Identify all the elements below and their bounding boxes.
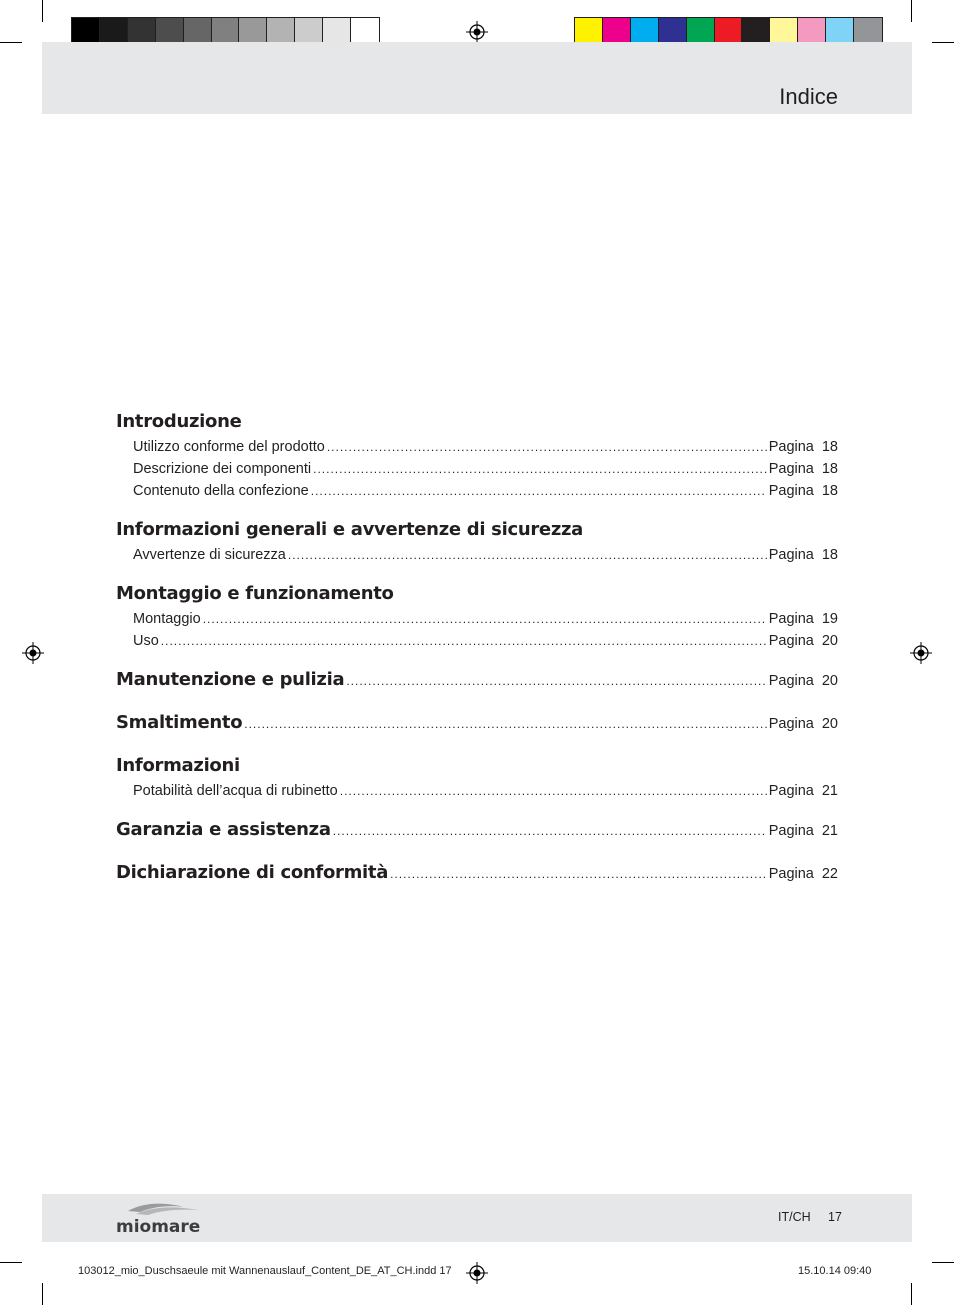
page-number: 22 bbox=[821, 866, 838, 882]
toc-entry[interactable] bbox=[116, 709, 838, 738]
slug-filename: 103012_mio_Duschsaeule mit Wannenauslauf_Content_DE_AT_CH.indd 17 bbox=[78, 1265, 452, 1277]
toc-section-title: Manutenzione e pulizia bbox=[116, 669, 345, 690]
page-word: Pagina bbox=[768, 716, 814, 732]
toc-section-title: Garanzia e assistenza bbox=[116, 819, 331, 840]
page-word: Pagina bbox=[768, 823, 814, 839]
table-of-contents bbox=[116, 408, 838, 902]
toc-section-title: Montaggio e funzionamento bbox=[116, 583, 394, 604]
toc-section-title: Informazioni bbox=[116, 755, 240, 776]
toc-entry[interactable] bbox=[116, 666, 838, 695]
page-word: Pagina bbox=[768, 439, 814, 455]
page-title: Indice bbox=[779, 84, 838, 109]
toc-entry-label: Uso bbox=[133, 633, 159, 649]
toc-entry[interactable] bbox=[116, 816, 838, 845]
page-word: Pagina bbox=[768, 483, 814, 499]
dot-leader bbox=[244, 710, 766, 738]
color-swatch bbox=[351, 18, 379, 44]
crop-mark bbox=[932, 42, 954, 43]
page-number: 20 bbox=[821, 633, 838, 649]
crop-mark bbox=[0, 1262, 22, 1263]
toc-entry[interactable] bbox=[116, 859, 838, 888]
page-number: 18 bbox=[821, 483, 838, 499]
toc-section-title: Introduzione bbox=[116, 411, 242, 432]
crop-mark bbox=[911, 0, 912, 22]
toc-page-ref bbox=[769, 860, 838, 888]
toc-entry-label: Avvertenze di sicurezza bbox=[133, 547, 286, 563]
toc-entry[interactable] bbox=[116, 544, 838, 566]
dot-leader bbox=[161, 630, 767, 652]
dot-leader bbox=[390, 860, 767, 888]
page-number: 19 bbox=[821, 611, 838, 627]
toc-entry-label: Potabilità dell’acqua di rubinetto bbox=[133, 783, 338, 799]
toc-entry-label: Utilizzo conforme del prodotto bbox=[133, 439, 325, 455]
slug-date: 15.10.14 09:40 bbox=[798, 1265, 872, 1277]
page-word: Pagina bbox=[768, 673, 814, 689]
toc-entry[interactable] bbox=[116, 608, 838, 630]
footer-language: IT/CH bbox=[778, 1210, 811, 1224]
color-swatch bbox=[631, 18, 659, 44]
color-swatch bbox=[715, 18, 743, 44]
toc-section bbox=[116, 859, 838, 888]
toc-page-ref bbox=[769, 608, 838, 630]
toc-section bbox=[116, 666, 838, 695]
brand-text: miomare bbox=[116, 1217, 201, 1236]
color-swatch bbox=[100, 18, 128, 44]
toc-section bbox=[116, 709, 838, 738]
color-swatch bbox=[184, 18, 212, 44]
page-number: 20 bbox=[821, 716, 838, 732]
dot-leader bbox=[288, 544, 767, 566]
dot-leader bbox=[327, 436, 767, 458]
color-swatch bbox=[156, 18, 184, 44]
page-number: 18 bbox=[821, 439, 838, 455]
color-swatch bbox=[323, 18, 351, 44]
toc-entry[interactable] bbox=[116, 630, 838, 652]
registration-mark-icon bbox=[466, 1262, 488, 1284]
color-swatch bbox=[603, 18, 631, 44]
crop-mark bbox=[42, 1283, 43, 1305]
toc-page-ref bbox=[769, 667, 838, 695]
page-word: Pagina bbox=[768, 866, 814, 882]
crop-mark bbox=[911, 1283, 912, 1305]
registration-mark-icon bbox=[466, 21, 488, 43]
page-word: Pagina bbox=[768, 783, 814, 799]
toc-section-title: Informazioni generali e avvertenze di sicurezza bbox=[116, 519, 584, 540]
page-word: Pagina bbox=[768, 547, 814, 563]
page-word: Pagina bbox=[768, 611, 814, 627]
toc-entry[interactable] bbox=[116, 480, 838, 502]
toc-section-title: Smaltimento bbox=[116, 712, 243, 733]
toc-entry-label: Descrizione dei componenti bbox=[133, 461, 312, 477]
color-swatch bbox=[267, 18, 295, 44]
crop-mark bbox=[42, 0, 43, 22]
color-swatch bbox=[854, 18, 882, 44]
toc-section bbox=[116, 752, 838, 802]
page-number: 21 bbox=[821, 783, 838, 799]
color-swatch bbox=[798, 18, 826, 44]
toc-entry[interactable] bbox=[116, 780, 838, 802]
page-number: 20 bbox=[821, 673, 838, 689]
gray-color-bar bbox=[71, 17, 380, 45]
toc-page-ref bbox=[769, 710, 838, 738]
toc-page-ref bbox=[769, 630, 838, 652]
page-word: Pagina bbox=[768, 633, 814, 649]
toc-page-ref bbox=[769, 458, 838, 480]
toc-section bbox=[116, 580, 838, 652]
dot-leader bbox=[203, 608, 767, 630]
page-number: 21 bbox=[821, 823, 838, 839]
color-swatch bbox=[575, 18, 603, 44]
toc-entry-label: Contenuto della confezione bbox=[133, 483, 309, 499]
miomare-logo bbox=[114, 1200, 210, 1236]
page-number: 18 bbox=[821, 547, 838, 563]
toc-section bbox=[116, 816, 838, 845]
toc-entry-label: Montaggio bbox=[133, 611, 201, 627]
footer-page-number: 17 bbox=[828, 1210, 842, 1224]
crop-mark bbox=[0, 42, 22, 43]
color-swatch bbox=[770, 18, 798, 44]
color-swatch bbox=[212, 18, 240, 44]
dot-leader bbox=[311, 480, 767, 502]
registration-mark-icon bbox=[910, 642, 932, 664]
toc-section bbox=[116, 408, 838, 502]
toc-entry[interactable] bbox=[116, 458, 838, 480]
page-word: Pagina bbox=[768, 461, 814, 477]
dot-leader bbox=[333, 817, 767, 845]
dot-leader bbox=[313, 458, 767, 480]
color-swatch bbox=[239, 18, 267, 44]
dot-leader bbox=[346, 667, 766, 695]
toc-page-ref bbox=[769, 780, 838, 802]
toc-section-title: Dichiarazione di conformità bbox=[116, 862, 389, 883]
toc-page-ref bbox=[769, 480, 838, 502]
page-number: 18 bbox=[821, 461, 838, 477]
process-color-bar bbox=[574, 17, 883, 45]
color-swatch bbox=[72, 18, 100, 44]
color-swatch bbox=[128, 18, 156, 44]
color-swatch bbox=[295, 18, 323, 44]
registration-mark-icon bbox=[22, 642, 44, 664]
crop-mark bbox=[932, 1262, 954, 1263]
color-swatch bbox=[659, 18, 687, 44]
toc-section bbox=[116, 516, 838, 566]
toc-page-ref bbox=[769, 436, 838, 458]
toc-page-ref bbox=[769, 817, 838, 845]
color-swatch bbox=[687, 18, 715, 44]
toc-entry[interactable] bbox=[116, 436, 838, 458]
color-swatch bbox=[742, 18, 770, 44]
dot-leader bbox=[340, 780, 767, 802]
color-swatch bbox=[826, 18, 854, 44]
toc-page-ref bbox=[769, 544, 838, 566]
